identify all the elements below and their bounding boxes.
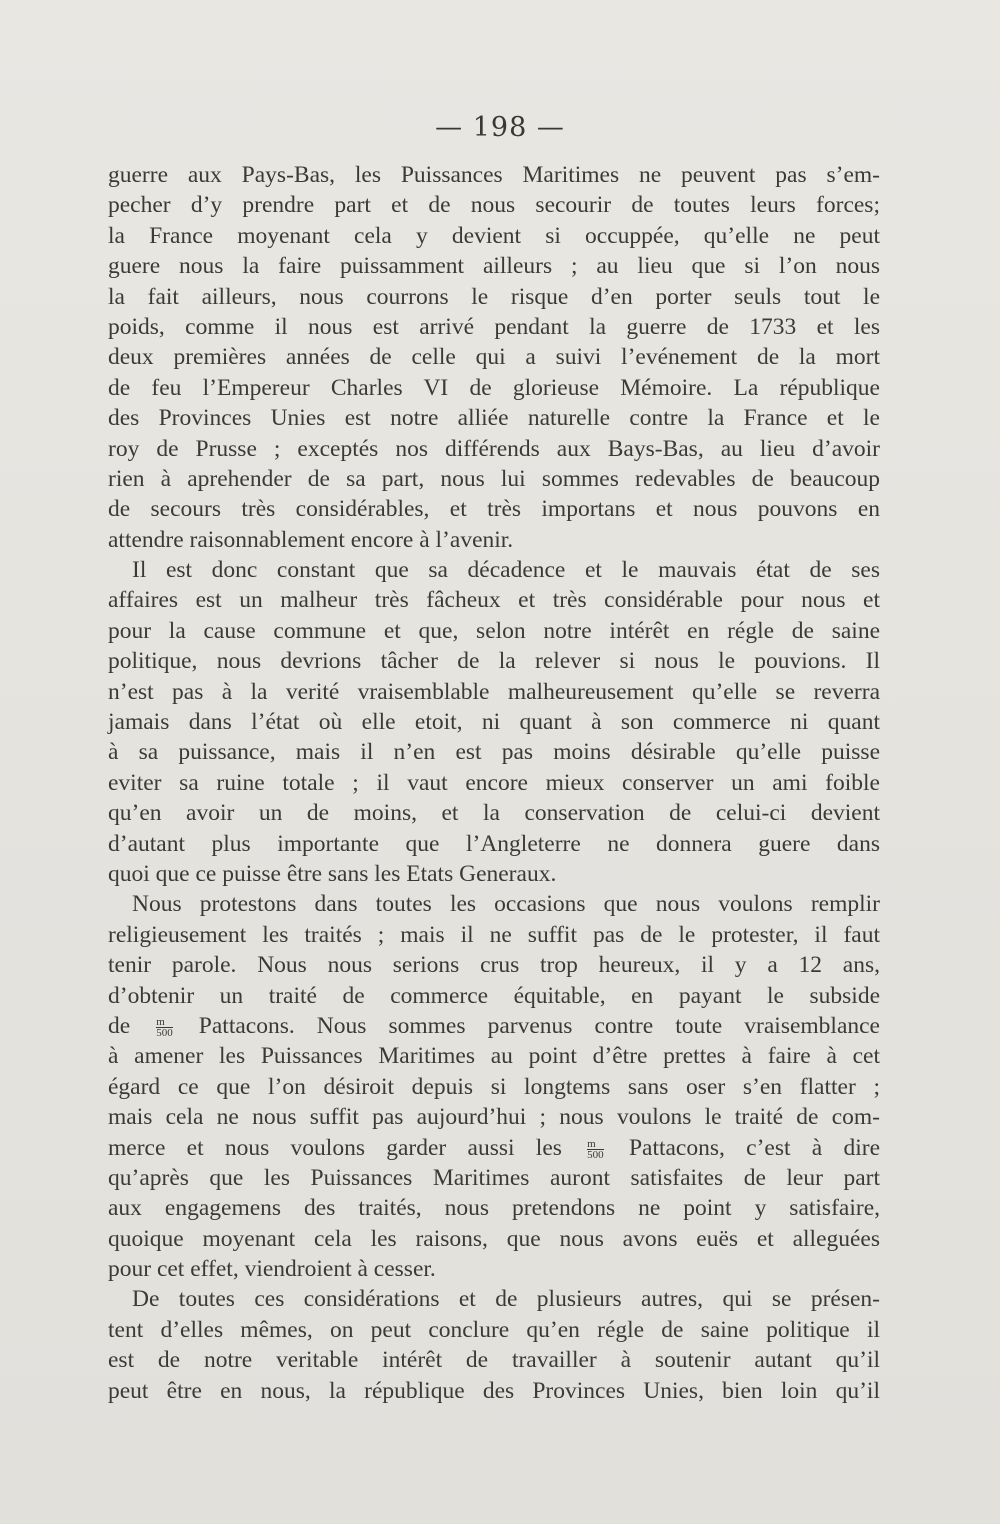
text-line: la fait ailleurs, nous courrons le risque d’en porter seuls tout le <box>108 283 880 310</box>
text-segment: Pattacons, c’est à dire <box>607 1134 881 1161</box>
fraction <box>587 1139 604 1160</box>
text-line: tenir parole. Nous nous serions crus trop heureux, il y a 12 ans, <box>108 952 880 979</box>
text-line: pecher d’y prendre part et de nous secourir de toutes leurs forces; <box>108 192 880 219</box>
text-line: guere nous la faire puissamment ailleurs ; au lieu que si l’on nous <box>108 253 880 280</box>
text-line: poids, comme il nous est arrivé pendant la guerre de 1733 et les <box>108 313 880 340</box>
text-line: la France moyenant cela y devient si occuppée, qu’elle ne peut <box>108 222 880 249</box>
text-line: égard ce que l’on désiroit depuis si longtems sans oser s’en flatter ; <box>108 1073 880 1100</box>
fraction-numerator: m <box>156 1017 173 1028</box>
text-segment: merce et nous voulons garder aussi les <box>108 1134 584 1161</box>
text-line: pour cet effet, viendroient à cesser. <box>108 1256 436 1283</box>
text-line <box>108 1133 880 1163</box>
text-line: affaires est un malheur très fâcheux et très considérable pour nous et <box>108 587 880 614</box>
fraction-numerator: m <box>587 1139 604 1150</box>
text-line: d’obtenir un traité de commerce équitable, en payant le subside <box>108 982 880 1009</box>
text-line: quoi que ce puisse être sans les Etats Generaux. <box>108 860 557 887</box>
fraction <box>156 1017 173 1038</box>
text-line: quoique moyenant cela les raisons, que nous avons euës et alleguées <box>108 1225 880 1252</box>
text-segment: Pattacons. Nous sommes parvenus contre toute vraisemblance <box>176 1012 880 1039</box>
text-line: qu’après que les Puissances Maritimes auront satisfaites de leur part <box>108 1164 880 1191</box>
text-line: n’est pas à la verité vraisemblable malheureusement qu’elle se reverra <box>108 678 880 705</box>
fraction-denominator: 500 <box>156 1027 173 1040</box>
text-line: rien à aprehender de sa part, nous lui sommes redevables de beaucoup <box>108 465 880 492</box>
text-line: de secours très considérables, et très importans et nous pouvons en <box>108 496 880 523</box>
text-line: de feu l’Empereur Charles VI de glorieuse Mémoire. La république <box>108 374 880 401</box>
text-line: roy de Prusse ; exceptés nos différends aux Bays-Bas, au lieu d’avoir <box>108 435 880 462</box>
text-line: Nous protestons dans toutes les occasions que nous voulons remplir <box>132 891 880 918</box>
text-line: peut être en nous, la république des Provinces Unies, bien loin qu’il <box>108 1377 880 1404</box>
text-line: attendre raisonnablement encore à l’avenir. <box>108 526 514 553</box>
text-line: eviter sa ruine totale ; il vaut encore mieux conserver un ami foible <box>108 769 880 796</box>
text-line: à sa puissance, mais il n’en est pas moins désirable qu’elle puisse <box>108 739 880 766</box>
text-line: d’autant plus importante que l’Angleterre ne donnera guere dans <box>108 830 880 857</box>
text-segment: de <box>108 1012 153 1039</box>
text-line: aux engagemens des traités, nous pretendons ne point y satisfaire, <box>108 1195 880 1222</box>
text-line: guerre aux Pays-Bas, les Puissances Maritimes ne peuvent pas s’em- <box>108 162 880 188</box>
text-line: pour la cause commune et que, selon notre intérêt en régle de saine <box>108 617 880 644</box>
text-line: jamais dans l’état où elle etoit, ni quant à son commerce ni quant <box>108 709 880 736</box>
text-line: tent d’elles mêmes, on peut conclure qu’en régle de saine politique il <box>108 1316 880 1343</box>
text-body <box>108 160 880 1406</box>
text-line: des Provinces Unies est notre alliée naturelle contre la France et le <box>108 405 880 432</box>
text-line: Il est donc constant que sa décadence et le mauvais état de ses <box>132 557 880 584</box>
text-line: De toutes ces considérations et de plusieurs autres, qui se présen- <box>132 1286 880 1313</box>
fraction-denominator: 500 <box>587 1148 604 1161</box>
text-line: religieusement les traités ; mais il ne suffit pas de le protester, il faut <box>108 921 880 948</box>
page-number: — 198 — <box>435 112 565 143</box>
text-line <box>108 1011 880 1041</box>
text-line: qu’en avoir un de moins, et la conservation de celui-ci devient <box>108 800 880 827</box>
text-line: à amener les Puissances Maritimes au point d’être prettes à faire à cet <box>108 1043 880 1070</box>
text-line: est de notre veritable intérêt de travailler à soutenir autant qu’il <box>108 1347 880 1374</box>
text-line: deux premières années de celle qui a suivi l’evénement de la mort <box>108 344 880 371</box>
text-line: mais cela ne nous suffit pas aujourd’hui ; nous voulons le traité de com- <box>108 1104 880 1131</box>
text-line: politique, nous devrions tâcher de la relever si nous le pouvions. Il <box>108 648 880 675</box>
